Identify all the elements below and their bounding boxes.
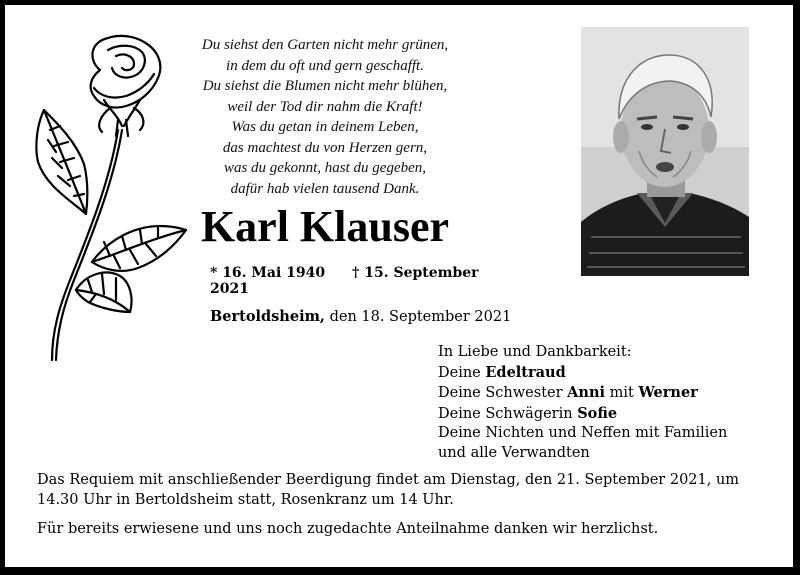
mourner-name: Edeltraud [485,363,566,381]
mourner-name: Sofie [577,404,618,422]
life-dates [210,265,530,297]
mourner-line [438,363,783,384]
mourner-prefix: Deine Schwägerin [438,405,578,422]
poem-line: das machtest du von Herzen gern, [222,139,428,156]
mourners-intro: In Liebe und Dankbarkeit: [438,344,632,360]
thanks-notice: Für bereits erwiesene und uns noch zugedachte Anteilnahme danken wir herzlichst. [37,521,659,537]
mourner-line [438,404,783,425]
footer-notes [37,471,777,550]
place-name: Bertoldsheim, [210,308,325,325]
deceased-name: Karl Klauser [200,202,450,251]
memorial-poem [190,35,460,199]
poem-line: weil der Tod dir nahm die Kraft! [227,98,423,115]
rose-icon [30,30,190,365]
poem-line: dafür hab vielen tausend Dank. [230,180,420,197]
notice-date: den 18. September 2021 [329,309,512,325]
mourner-conjunction: mit [605,385,639,401]
portrait-icon [581,27,749,276]
death-date: † 15. September 2021 [210,265,479,297]
mourner-name: Anni [567,384,605,401]
poem-line: Was du getan in deinem Leben, [231,119,419,135]
portrait-photo [581,27,749,276]
place-and-date [210,308,511,325]
poem-line: was du gekonnt, hast du gegeben, [223,160,427,176]
poem-line: Du siehst den Garten nicht mehr grünen, [201,37,449,53]
mourner-prefix: Deine Schwester [438,385,568,401]
birth-date: * 16. Mai 1940 [210,265,326,281]
mourner-line: Deine Nichten und Neffen mit Familien [438,425,728,441]
mourners-list [438,343,783,463]
mourner-line [438,383,783,404]
mourner-prefix: Deine [438,364,486,381]
mourner-name: Werner [638,384,698,401]
poem-line: in dem du oft und gern geschafft. [226,57,424,74]
mourner-line: und alle Verwandten [438,444,590,461]
poem-line: Du siehst die Blumen nicht mehr blühen, [202,78,448,94]
requiem-notice: Das Requiem mit anschließender Beerdigung findet am Dienstag, den 21. September 2021, um 14.30 Uhr in Bertoldsheim statt, Rosenkranz um 14 Uhr. [37,472,740,508]
obituary-card [5,5,793,567]
